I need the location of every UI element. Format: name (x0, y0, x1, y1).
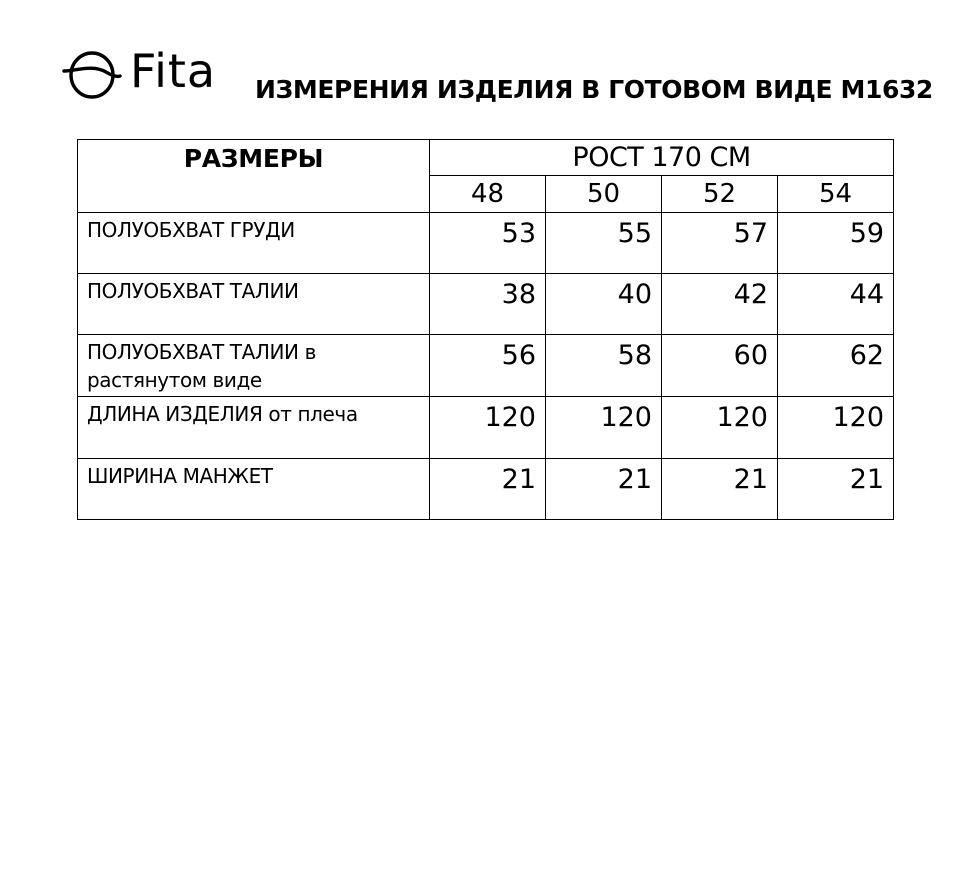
size-header-cell: 50 (546, 176, 662, 213)
measurement-label: ПОЛУОБХВАТ ТАЛИИ в растянутом виде (78, 335, 430, 397)
measurements-table (77, 139, 894, 520)
measurement-value: 38 (430, 274, 546, 335)
brand-name: Fita (130, 44, 217, 98)
measurement-value: 60 (662, 335, 778, 397)
measurement-value: 56 (430, 335, 546, 397)
size-header-cell: 48 (430, 176, 546, 213)
table-row (78, 213, 894, 274)
measurement-value: 44 (778, 274, 894, 335)
brand-logo (62, 44, 222, 102)
sizes-header: РАЗМЕРЫ (78, 140, 430, 213)
measurement-value: 21 (546, 459, 662, 520)
page-title: ИЗМЕРЕНИЯ ИЗДЕЛИЯ В ГОТОВОМ ВИДЕ М1632 (255, 75, 933, 104)
measurement-label: ДЛИНА ИЗДЕЛИЯ от плеча (78, 397, 430, 459)
measurement-value: 120 (430, 397, 546, 459)
measurement-value: 21 (662, 459, 778, 520)
measurement-value: 58 (546, 335, 662, 397)
size-header-cell: 52 (662, 176, 778, 213)
measurement-value: 42 (662, 274, 778, 335)
table-row (78, 459, 894, 520)
size-header-cell: 54 (778, 176, 894, 213)
measurement-value: 21 (778, 459, 894, 520)
table-row (78, 335, 894, 397)
table-row (78, 397, 894, 459)
measurement-value: 21 (430, 459, 546, 520)
table-row (78, 274, 894, 335)
measurement-value: 120 (778, 397, 894, 459)
measurement-value: 53 (430, 213, 546, 274)
measurement-value: 62 (778, 335, 894, 397)
measurement-value: 57 (662, 213, 778, 274)
measurement-label: ШИРИНА МАНЖЕТ (78, 459, 430, 520)
measurement-value: 40 (546, 274, 662, 335)
fita-theta-logo-icon (62, 48, 122, 102)
measurement-value: 120 (546, 397, 662, 459)
measurement-label: ПОЛУОБХВАТ ТАЛИИ (78, 274, 430, 335)
measurement-label: ПОЛУОБХВАТ ГРУДИ (78, 213, 430, 274)
table-header-row (78, 140, 894, 176)
measurement-value: 59 (778, 213, 894, 274)
measurement-value: 120 (662, 397, 778, 459)
measurement-value: 55 (546, 213, 662, 274)
height-header: РОСТ 170 СМ (430, 140, 894, 176)
